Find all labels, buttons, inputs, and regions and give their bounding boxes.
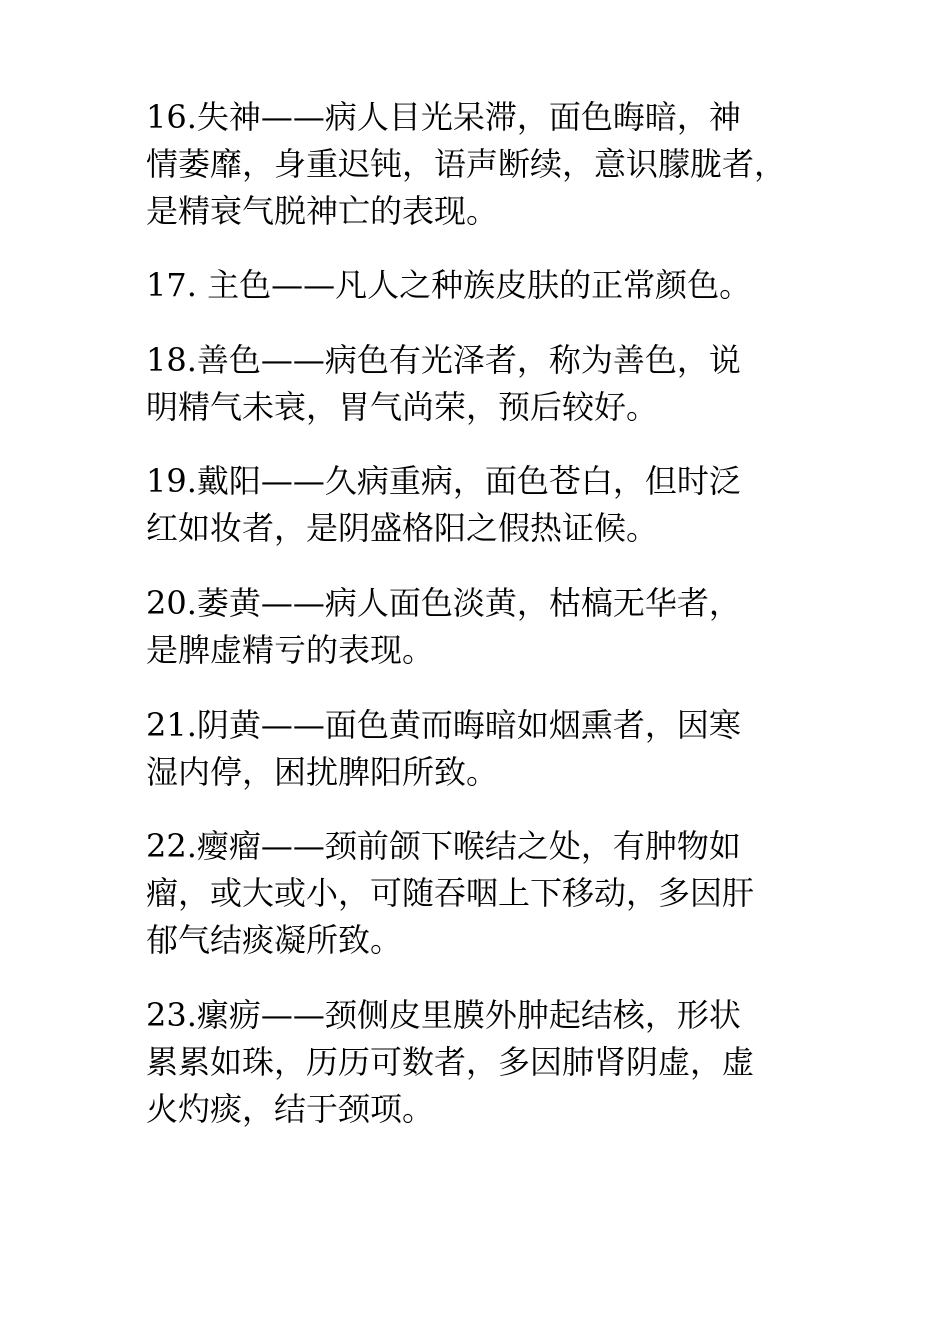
- entry-18: [146, 337, 741, 431]
- entry-17: [146, 262, 751, 309]
- entry-line: 23.瘰疬——颈侧皮里膜外肿起结核，形状: [146, 996, 741, 1034]
- entry-21: [146, 702, 741, 796]
- entry-19: [146, 458, 741, 552]
- entry-line: 红如妆者，是阴盛格阳之假热证候。: [146, 509, 659, 547]
- entry-line: 19.戴阳——久病重病，面色苍白，但时泛: [146, 462, 741, 500]
- entry-22: [146, 823, 754, 964]
- entry-line: 瘤，或大或小，可随吞咽上下移动，多因肝: [146, 874, 755, 912]
- entry-line: 22.瘿瘤——颈前颌下喉结之处，有肿物如: [146, 827, 741, 865]
- entry-23: [146, 992, 754, 1133]
- entry-line: 是脾虚精亏的表现。: [146, 631, 435, 669]
- entry-line: 17. 主色——凡人之种族皮肤的正常颜色。: [146, 266, 752, 304]
- entry-line: 郁气结痰凝所致。: [146, 921, 403, 959]
- entry-line: 火灼痰，结于颈项。: [146, 1090, 435, 1128]
- entry-line: 湿内停，困扰脾阳所致。: [146, 753, 499, 791]
- entry-line: 情萎靡，身重迟钝，语声断续，意识朦胧者，: [146, 145, 787, 183]
- entry-20: [146, 580, 741, 674]
- entry-line: 明精气未衰，胃气尚荣，预后较好。: [146, 388, 659, 426]
- entry-line: 累累如珠，历历可数者，多因肺肾阴虚，虚: [146, 1043, 755, 1081]
- entry-line: 16.失神——病人目光呆滞，面色晦暗，神: [146, 98, 741, 136]
- entry-line: 是精衰气脱神亡的表现。: [146, 192, 499, 230]
- entry-line: 21.阴黄——面色黄而晦暗如烟熏者，因寒: [146, 706, 741, 744]
- entry-16: [146, 94, 786, 235]
- entry-line: 18.善色——病色有光泽者，称为善色，说: [146, 341, 741, 379]
- entry-line: 20.萎黄——病人面色淡黄，枯槁无华者，: [146, 584, 741, 622]
